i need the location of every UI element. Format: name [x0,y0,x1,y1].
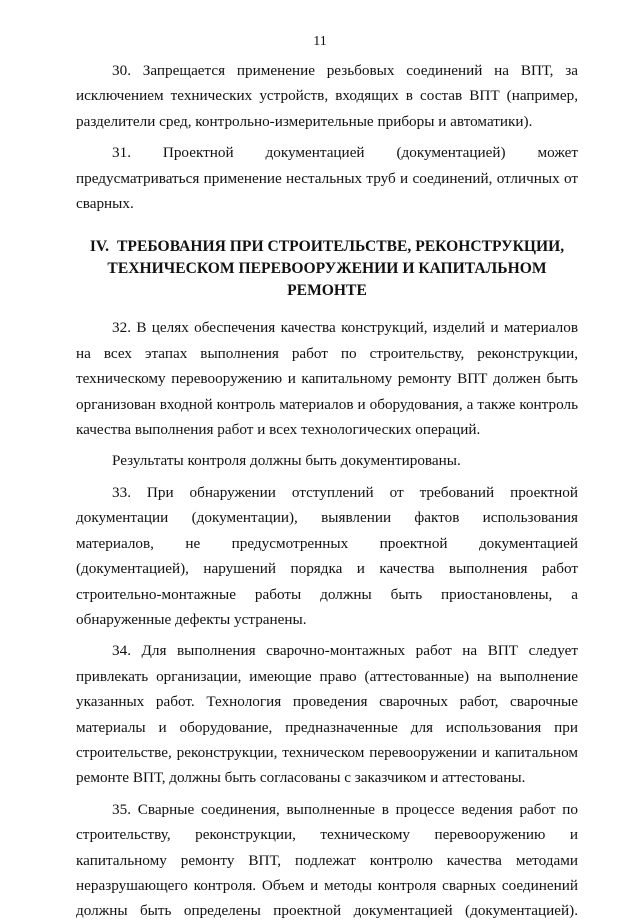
paragraph-33: 33. При обнаружении отступлений от требований проектной документации (документации), выявлении фактов использования материалов, не предусмотренных проектной документацией (документацией), нарушений порядка и качества выполнения работ строительно-монтажные работы должны быть приостановлены, а обнаруженные дефекты устранены. [76,483,578,628]
section-heading [76,236,578,302]
section-heading-line1 [76,236,578,258]
section-title-line1: ТРЕБОВАНИЯ ПРИ СТРОИТЕЛЬСТВЕ, РЕКОНСТРУКЦИИ, [117,238,565,256]
paragraph-results: Результаты контроля должны быть документированы. [112,452,461,470]
page-content [76,58,578,924]
paragraph-32: 32. В целях обеспечения качества конструкций, изделий и материалов на всех этапах выполнения работ по строительству, реконструкции, техническому перевооружению и капитальному ремонту ВПТ должен быть организован входной контроль материалов и оборудования, а также контроль качества выполнения работ и всех технологических операций. [76,319,578,439]
paragraph-30: 30. Запрещается применение резьбовых соединений на ВПТ, за исключением технических устройств, входящих в состав ВПТ (например, разделители сред, контрольно-измерительные приборы и автоматики). [76,62,578,130]
section-number: IV. [89,238,110,256]
page-number: 11 [313,34,327,49]
section-title-line2: ТЕХНИЧЕСКОМ ПЕРЕВООРУЖЕНИИ И КАПИТАЛЬНОМ РЕМОНТЕ [107,260,547,300]
paragraph-34: 34. Для выполнения сварочно-монтажных работ на ВПТ следует привлекать организации, имеющие право (аттестованные) на выполнение указанных работ. Технология проведения сварочных работ, сварочные материалы и оборудование, предназначенные для использования при строительстве, реконструкции, техническом перевооружении и капитальном ремонте ВПТ, должны быть согласованы с заказчиком и аттестованы. [76,642,578,787]
paragraph-35: 35. Сварные соединения, выполненные в процессе ведения работ по строительству, реконструкции, техническому перевооружению и капитальному ремонту ВПТ, подлежат контролю качества методами неразрушающего контроля. Объем и методы контроля сварных соединений должны быть определены проектной документацией (документацией). [76,800,578,920]
paragraph-31: 31. Проектной документацией (документацией) может предусматриваться применение нестальных труб и соединений, отличных от сварных. [76,144,578,213]
